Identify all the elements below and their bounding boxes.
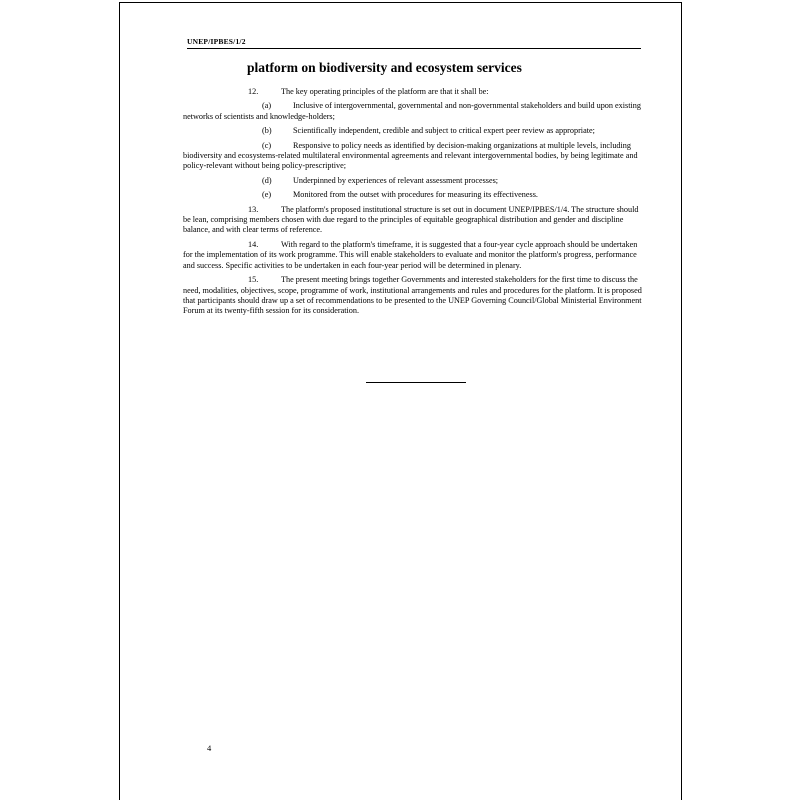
section-heading: platform on biodiversity and ecosystem services xyxy=(247,60,522,75)
list-item-c xyxy=(183,141,648,172)
paragraph-number: 14. xyxy=(248,239,259,249)
paragraph-number: 13. xyxy=(248,204,259,214)
paragraph-number: 12. xyxy=(248,87,259,96)
paragraph-text: The key operating principles of the platform are that it shall be: xyxy=(281,87,489,96)
list-item-label: (d) xyxy=(262,175,272,185)
list-item-text: Responsive to policy needs as identified by decision-making organizations at multiple levels, including biodiversity and ecosystems-related multilateral environmental agreements and relevant intergovernmental bodies, by being legitimate and policy-relevant without being policy-prescriptive; xyxy=(183,140,638,171)
paragraph-number: 15. xyxy=(248,275,259,285)
paragraph-13 xyxy=(183,205,648,236)
list-item-label: (b) xyxy=(262,126,272,136)
list-item-text: Underpinned by experiences of relevant assessment processes; xyxy=(293,175,499,185)
paragraph-15 xyxy=(183,275,648,317)
document-symbol-header xyxy=(187,38,641,49)
list-item-text: Monitored from the outset with procedures for measuring its effectiveness. xyxy=(293,190,538,200)
document-body xyxy=(183,87,648,321)
list-item-b xyxy=(183,126,648,136)
list-item-text: Inclusive of intergovernmental, governmental and non-governmental stakeholders and build upon existing networks of scientists and knowledge-holders; xyxy=(183,101,641,121)
paragraph-text: The platform's proposed institutional structure is set out in document UNEP/IPBES/1/4. The structure should be lean, comprising members chosen with due regard to the principles of equitable geographical distribution and gender and discipline balance, and with clear terms of reference. xyxy=(183,204,639,235)
end-of-document-divider xyxy=(366,382,466,383)
list-item-label: (c) xyxy=(262,140,272,150)
paragraph-text: With regard to the platform's timeframe, it is suggested that a four-year cycle approach should be undertaken for the implementation of its work programme. This will enable stakeholders to evaluate and monitor the platform's progress, performance and success. Specific activities to be undertaken in each four-year period will be determined in plenary. xyxy=(183,239,638,270)
document-page xyxy=(119,2,682,800)
list-item-d xyxy=(183,176,648,186)
document-symbol: UNEP/IPBES/1/2 xyxy=(187,37,246,46)
paragraph-14 xyxy=(183,240,648,271)
paragraph-12 xyxy=(183,87,648,97)
page-number: 4 xyxy=(207,743,212,753)
list-item-label: (e) xyxy=(262,190,272,200)
list-item-a xyxy=(183,101,648,122)
list-item-text: Scientifically independent, credible and subject to critical expert peer review as appropriate; xyxy=(293,126,595,136)
list-item-label: (a) xyxy=(262,101,272,111)
paragraph-text: The present meeting brings together Governments and interested stakeholders for the first time to discuss the need, modalities, objectives, scope, programme of work, institutional arrangements and rules and procedures for the platform. It is proposed that participants should draw up a set of recommendations to be presented to the UNEP Governing Council/Global Ministerial Environment Forum at its twenty-fifth session for its consideration. xyxy=(183,275,642,316)
list-item-e xyxy=(183,190,648,200)
